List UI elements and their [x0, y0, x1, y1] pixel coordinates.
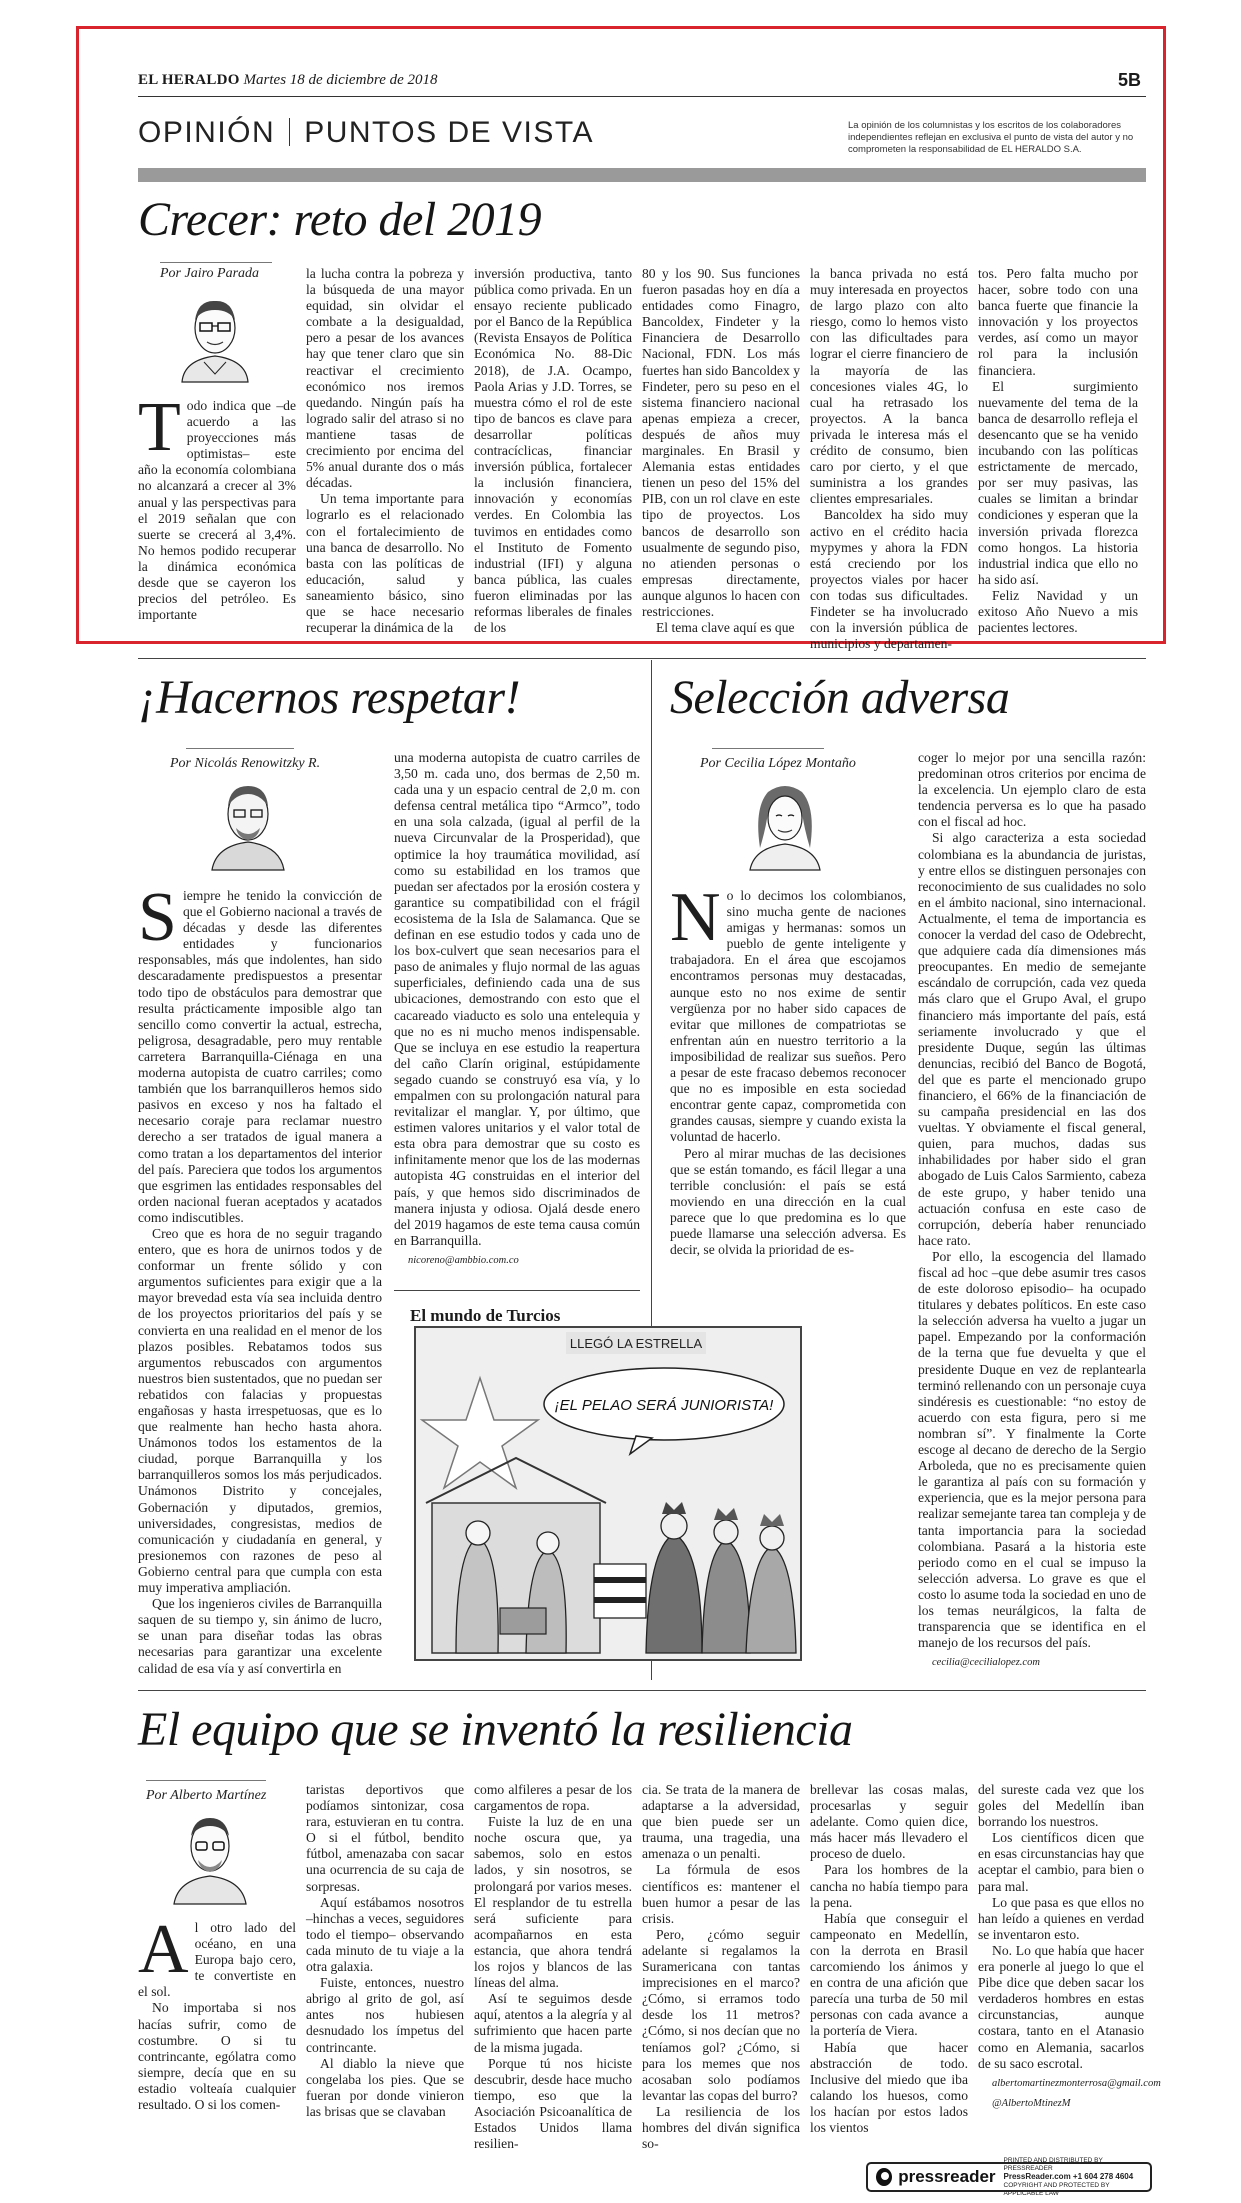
byline-rule: [186, 748, 294, 749]
article-4-col-6: [978, 1782, 1161, 2152]
byline-rule: [146, 1780, 266, 1781]
article-1-col-2: [306, 266, 464, 638]
paragraph: La fórmula de esos científicos es: mantener el buen humor a pesar de las crisis.: [642, 1862, 800, 1926]
article-4-col-4: [642, 1782, 800, 2152]
author-email[interactable]: nicoreno@ambbio.com.co: [408, 1254, 519, 1266]
pressreader-line-3: COPYRIGHT AND PROTECTED BY APPLICABLE LAW: [1003, 2181, 1110, 2197]
article-4-col-5: [810, 1782, 968, 2152]
paragraph: Para los hombres de la cancha no había tiempo para la pena.: [810, 1862, 968, 1910]
section-divider: [138, 658, 1146, 659]
paragraph: Pero, ¿cómo seguir adelante si regalamos la Suramericana con tantas imprecisiones en el marco? ¿Cómo, si erramos todo desde los 11 metros? ¿Cómo, si nos decían que no teníamos gol? ¿Cómo, si para los memes que nos acosaban solo podíamos levantar las copas del burro?: [642, 1926, 800, 2103]
article-1-headline: Crecer: reto del 2019: [138, 193, 542, 246]
paragraph: Si algo caracteriza a esta sociedad colombiana es la abundancia de juristas, y entre ellos se distinguen personajes con reconocimiento de sus cualidades no solo en el ámbito nacional, sino internacional. Actualmente, el tema de importancia es conocer la verdad del caso de Odebrecht, que adquiere cada día dimensiones más preocupantes. En medio de semejante escándalo de corrupción, cada vez queda más claro que el Grupo Aval, el grupo financiero más importante del país, está seriamente involucrado y que el presidente Duque, según las últimas denuncias, recibió del Banco de Bogotá, del que es parte el mencionado grupo financiero, el 66% de la financiación de su campaña presidencial en las dos vueltas. Y obviamente el fiscal general, quien, para muchos, dadas sus inhabilidades por haber sido el gran abogado de Luis Calos Sarmiento, cabeza de este grupo, y haber tenido una actuación confusa en este caso de corrupción, debería haber renunciado hace rato.: [918, 830, 1146, 1248]
author-email[interactable]: cecilia@cecilialopez.com: [932, 1657, 1040, 1669]
paragraph: Así te seguimos desde aquí, atentos a la alegría y al sufrimiento que hacen parte de la misma jugada.: [474, 1991, 632, 2055]
paragraph: Lo que pasa es que ellos no han leído a quienes en verdad se inventaron esto.: [978, 1894, 1144, 1942]
article-4-col-1: [138, 1911, 296, 2150]
paragraph: Por ello, la escogencia del llamado fiscal ad hoc –que debe asumir tres casos de este doloroso episodio– ha ocupado titulares y debates políticos. En este caso la selección adversa ha vuelto a jugar un papel. Empezando por la conformación de la terna que fue devuelta y que el presidente Duque en vez de replantearla terminó rellenando con un personaje cuya sindéresis es cuestionable: “no estoy de acuerdo con esta figura, pero si me nombran sí”. Y finalmente la Corte escoge al decano de derecho de la Sergio Arboleda, que no es precisamente quien le garantiza al país con su formación y experiencia, que es la mejor persona para realizar semejante tarea tan compleja y de tanta importancia para la sociedad colombiana. Pasará a la historia este periodo como en el cual se impuso la selección adversa. Lo grave es que el costo lo asume toda la sociedad en uno de los temas neurálgicos, la falta de transparencia que se identifica en el manejo de los recursos del país.: [918, 1248, 1147, 1651]
paragraph: Aquí estábamos nosotros –hinchas a veces, seguidores todo el tiempo– observando cada minuto de tu viaje a la otra galaxia.: [306, 1894, 464, 1975]
paragraph: como alfileres a pesar de los cargamentos de ropa.: [474, 1782, 632, 1814]
article-2-byline: Por Nicolás Renowitzky R.: [170, 756, 321, 771]
paragraph: El tema clave aquí es que: [656, 620, 795, 636]
paper-name: EL HERALDO: [138, 72, 240, 88]
paragraph: iempre he tenido la convicción de que el Gobierno nacional a través de décadas y desde las diferentes entidades y funcionarios responsables, más que indolentes, han sido descaradamente predispuestos a presentar todo tipo de obstáculos para demostrar que resulta prácticamente imposible algo tan sencillo como convertir la actual, estrecha, peligrosa, desagradable, pero muy rentable carretera Barranquilla-Ciénaga en una moderna autopista de cuatro carriles; como también que los barranquilleros hemos sido pasivos en exceso y nos ha faltado el necesario coraje para reclamar nuestro derecho a ser tratados de igual manera a como tratan a los departamentos del interior del país. Pareciera que todos los argumentos que esgrimen las entidades responsables del orden nacional fueran aceptados y acatados como indiscutibles.: [138, 888, 382, 1225]
nativity-cartoon: [416, 1328, 800, 1659]
article-4-headline: El equipo que se inventó la resiliencia: [138, 1703, 853, 1756]
paragraph: cia. Se trata de la manera de adaptarse a la adversidad, que bien puede ser un trauma, una tragedia, una amenaza o un penalti.: [642, 1782, 800, 1862]
section-left: OPINIÓN: [138, 116, 276, 149]
article-1-col-3: [474, 266, 632, 638]
paragraph: El surgimiento nuevamente del tema de la banca de desarrollo refleja el desencanto que se ha venido incubando con las políticas estrictamente de mercado, por ser muy pasivas, las cuales se limitan a brindar condiciones y esperan que la inversión privada florezca como hongos. La historia industrial indica que ello no ha sido así.: [978, 378, 1138, 587]
paragraph: la lucha contra la pobreza y la búsqueda de una mayor equidad, sin olvidar el combate a la desigualdad, pero a pesar de los avances hay que tener claro que sin reactivar el crecimiento económico nos iremos quedando. Ningún país ha logrado salir del atraso si no mantiene tasas de crecimiento por encima del 5% anual durante dos o más décadas.: [306, 266, 464, 491]
byline-rule: [160, 262, 272, 263]
paragraph: taristas deportivos que podíamos sintonizar, cosa rara, estuvieran en tu contra. O si el fútbol, bendito fútbol, amenazaba con sacar una ocurrencia de su caja de sorpresas.: [306, 1782, 464, 1894]
article-4-byline: Por Alberto Martínez: [146, 1788, 267, 1803]
author-portrait-nicolas: [208, 778, 288, 870]
pressreader-logo-icon: [876, 2168, 892, 2186]
page-number: 5B: [1118, 70, 1142, 90]
paragraph: Feliz Navidad y un exitoso Año Nuevo a mis pacientes lectores.: [978, 587, 1138, 636]
byline-rule: [712, 748, 824, 749]
header-divider: [138, 96, 1146, 97]
article-3-col-2: [918, 750, 1146, 1672]
paragraph: l otro lado del océano, en una Europa bajo cero, te convertiste en el sol.: [138, 1920, 296, 2000]
paragraph: La resiliencia de los hombres del diván significa so-: [642, 2103, 800, 2152]
pressreader-info: [1004, 2157, 1150, 2198]
masthead: [138, 72, 438, 89]
section-separator: [289, 118, 290, 146]
cartoon-banner: LLEGÓ LA ESTRELLA: [569, 1336, 703, 1351]
pressreader-line-1: PRINTED AND DISTRIBUTED BY PRESSREADER: [1003, 2156, 1103, 2172]
paragraph: inversión productiva, tanto pública como privada. En un ensayo reciente publicado por el Banco de la República (Revista Ensayos de Política Económica No. 88-Dic 2018), de J.A. Ocampo, Paola Arias y J.D. Torres, se muestra cómo el rol de este tipo de bancos es clave para desarrollar políticas contracíclicas, financiar inversión pública, fortalecer la inclusión financiera, innovación y economías verdes. En Colombia las tuvimos en entidades como el Instituto de Fomento industrial (IFI) y alguna banca pública, las cuales fueron eliminadas por las reformas liberales de finales de los: [474, 266, 632, 636]
article-1-byline: Por Jairo Parada: [160, 266, 260, 281]
author-portrait-cecilia: [744, 778, 826, 870]
article-1-col-5: [810, 266, 968, 652]
dropcap: S: [138, 879, 177, 956]
author-portrait-alberto: [168, 1810, 252, 1904]
pressreader-badge[interactable]: [866, 2156, 1152, 2197]
section-bar: [138, 168, 1146, 182]
article-2-col-1: [138, 879, 382, 1676]
paragraph: Había que conseguir el campeonato en Medellín, con la derrota en Brasil carcomiendo los ánimos y en contra de una afición que parecía una turba de 50 mil personas con cada avance a la portería de Viera.: [810, 1910, 968, 2039]
cartoon-speech: ¡EL PELAO SERÁ JUNIORISTA!: [554, 1397, 774, 1414]
pressreader-line-2: PressReader.com +1 604 278 4604: [1003, 2171, 1134, 2181]
section-title: [138, 116, 594, 150]
paragraph: No importaba si nos hacías sufrir, como de costumbre. O si tu contrincante, ególatra como siempre, decía que en su estadio volteaía cualquier resultado. O si los comen-: [138, 2000, 296, 2113]
dropcap: A: [138, 1911, 189, 1988]
cartoon-divider: [394, 1290, 640, 1291]
paragraph: odo indica que –de acuerdo a las proyecciones más optimistas– este año la economía colombiana no alcanzará a crecer al 3% anual y las perspectivas para el 2019 señalan que con suerte se crecerá al 3,4%. No hemos podido recuperar la dinámica económica desde que se cayeron los precios del petróleo. Es importante: [138, 398, 296, 623]
author-portrait-jairo: [174, 290, 256, 382]
article-1-col-1: [138, 389, 296, 638]
disclaimer: La opinión de los columnistas y los escritos de los colaboradores independientes reflejan en exclusiva el punto de vista del autor y no comprometen la responsabilidad de EL HERALDO S.A.: [848, 120, 1134, 155]
paragraph: coger lo mejor por una sencilla razón: predominan otros criterios por encima de la excelencia. Un ejemplo claro de esta tendencia perversa es lo que ha pasado con el fiscal ad hoc.: [918, 750, 1146, 830]
dropcap: N: [670, 879, 721, 956]
article-1-col-6: [978, 266, 1138, 638]
paragraph: Al diablo la nieve que congelaba los pies. Que se fueran por donde vinieron las brisas que se clavaban: [306, 2055, 464, 2119]
paragraph: la banca privada no está muy interesada en proyectos de largo plazo con alto riesgo, como lo hemos visto con las dificultades para lograr el cierre financiero de la mayoría de las concesiones viales 4G, lo cual ha retrasado los proyectos. A la banca privada le interesa más el crédito de consumo, bien caro por cierto, y el que suministra a los grandes clientes empresariales.: [810, 266, 968, 507]
article-3-col-1: [670, 879, 906, 1280]
paragraph: Un tema importante para lograrlo es el relacionado con el fortalecimiento de una banca de desarrollo. No basta con las políticas de educación, salud y saneamiento básico, sino que se hace necesario recuperar la dinámica de la: [306, 491, 464, 636]
paragraph: Había que hacer abstracción de todo. Inclusive del miedo que iba calando los huesos, como los hacían por estos lados los vientos: [810, 2039, 968, 2135]
author-email[interactable]: albertomartinezmonterrosa@gmail.com: [992, 2077, 1161, 2089]
article-2-col-2: [394, 750, 640, 1280]
article-1-col-4: [642, 266, 800, 638]
paragraph: Creo que es hora de no seguir tragando entero, que es hora de unirnos todos y de conformar un frente sólido y con argumentos suficientes para exigir que a la mayor brevedad esta vía sea incluida dentro de los proyectos prioritarios del país y se convierta en una realidad en el menor de los plazos posibles. Rebatamos todos sus argumentos rebuscados con argumentos nuestros bien sustentados, que no puedan ser rebatidos con falacias y propuestas engañosas y hasta irrespetuosas, que es lo que realmente han hecho hasta ahora. Unámonos todos los estamentos de la ciudad, porque Barranquilla y los barranquilleros somos los más perjudicados. Unámonos Distrito y concejales, Gobernación y diputados, gremios, universidades, congresistas, medios de comunicación y ciudadanía en general, y presionemos con razones de peso al Gobierno central para que cumpla con esta muy imperativa ampliación.: [138, 1225, 382, 1596]
dropcap: T: [138, 389, 181, 466]
paragraph: Bancoldex ha sido muy activo en el crédito hacia mypymes y ahora la FDN está creciendo por los proyectos viales por hacer con todas sus dificultades. Findeter se ha involucrado con la inversión pública de municipios y departamen-: [810, 507, 968, 652]
paragraph: Los científicos dicen que en esas circunstancias hay que aceptar el cambio, para bien o para mal.: [978, 1830, 1144, 1894]
cartoon-image: [414, 1326, 802, 1661]
paragraph: No. Lo que había que hacer era ponerle al juego lo que el Pibe dice que deben sacar los verdaderos hombres en estas circunstancias, aunque costara, tanto en el Atanasio como en Alemania, sacarlos de su saco escrotal.: [978, 1942, 1144, 2071]
paragraph: Que los ingenieros civiles de Barranquilla saquen de su tiempo y, sin ánimo de lucro, se unan para diseñar todas las obras necesarias para garantizar una excelente calidad de esa vía y así convertirla en: [138, 1596, 382, 1676]
article-4-col-3: [474, 1782, 632, 2152]
paragraph: Porque tú nos hiciste descubrir, desde hace mucho tiempo, eso que la Asociación Psicoanalítica de Estados Unidos llama resilien-: [474, 2055, 632, 2152]
article-3-headline: Selección adversa: [670, 671, 1010, 724]
author-twitter[interactable]: @AlbertoMtinezM: [992, 2097, 1071, 2109]
pressreader-name: pressreader: [898, 2167, 996, 2186]
cartoon-title: El mundo de Turcios: [410, 1306, 561, 1325]
article-3-byline: Por Cecilia López Montaño: [700, 756, 856, 771]
paragraph: Fuiste, entonces, nuestro abrigo al grito de gol, así antes nos hubiesen desnudado los ímpetus del contrincante.: [306, 1975, 464, 2055]
paragraph: Pero al mirar muchas de las decisiones que se están tomando, es fácil llegar a una terrible conclusión: el país se está moviendo en una dirección en la cual parece que lo que predomina es lo que puede llamarse una selección adversa. Es decir, se olvida la prioridad de es-: [670, 1145, 906, 1258]
article-2-headline: ¡Hacernos respetar!: [138, 671, 520, 724]
article-4-col-2: [306, 1782, 464, 2152]
section-divider: [138, 1690, 1146, 1691]
paragraph: brellevar las cosas malas, procesarlas y seguir adelante. Como quien dice, más hacer más llevadero el proceso de duelo.: [810, 1782, 968, 1862]
section-right: PUNTOS DE VISTA: [304, 116, 594, 149]
paper-date: Martes 18 de diciembre de 2018: [243, 72, 438, 88]
paragraph: una moderna autopista de cuatro carriles de 3,50 m. cada uno, dos bermas de 2,50 m. cada una y un espacio central de 2,0 m. con defensa central metálica tipo “Armco”, todo en una sola calzada, (igual al perfil de la nueva Circunvalar de la Prosperidad), que optimice la hoy traumática movilidad, así como su estabilidad en los tramos que puedan ser afectados por la erosión costera y garantice su compatibilidad con el frágil ecosistema de la Isla de Salamanca. Que se definan en ese estudio todos y cada uno de los box-culvert que sean necesarios para el paso de animales y flujo normal de las aguas superficiales, definiendo cada una de sus ubicaciones, demostrando con esto que el cacareado viaducto es solo una entelequia y que no es ni mucho menos indispensable. Que se incluya en ese estudio la reapertura del caño Clarín original, estúpidamente segado cuando se construyó esa vía, y lo empalmen con su prolongación natural para revitalizar el manglar. Y, por último, que estimen valores unitarios y el valor total de esta obra para demostrar que su costo es infinitamente menor que los de las modernas autopista 4G construidas en el interior del país, y que hemos sido discriminados de manera injusta y odiosa. Ojalá desde enero del 2019 hagamos de este tema causa común en Barranquilla.: [394, 750, 640, 1248]
paragraph: Fuiste la luz de en una noche oscura que, ya sabemos, solo en estos lados, y sin nosotros, se prolongará por varios meses. El resplandor de tu estrella será suficiente para acompañarnos en esta estancia, que ahora tendrá los rojos y blancos de las líneas del alma.: [474, 1814, 632, 1991]
paragraph: o lo decimos los colombianos, sino mucha gente de naciones amigas y hermanas: somos un pueblo de gente inteligente y trabajadora. En el área que escojamos encontramos personas muy destacadas, aunque esto no nos exime de sentir vergüenza por no haber sido capaces de evitar que millones de compatriotas se enfrentan aún en nuestro territorio a la imposibilidad de realizar sus sueños. Pero a pesar de este fracaso debemos reconocer que no es imposible en esta sociedad encontrar gente capaz, comprometida con grandes causas, siempre y cuando exista la voluntad de hacerlo.: [670, 888, 906, 1145]
paragraph: del sureste cada vez que los goles del Medellín iban borrando los nuestros.: [978, 1782, 1144, 1830]
paragraph: tos. Pero falta mucho por hacer, sobre todo con una banca fuerte que financie la innovación y los proyectos verdes, así como un mayor rol para la inclusión financiera.: [978, 266, 1138, 378]
paragraph: 80 y los 90. Sus funciones fueron pasadas hoy en día a entidades como Finagro, Bancoldex, Findeter y la Financiera de Desarrollo Nacional, FDN. Los más fuertes han sido Bancoldex y Findeter, pero su peso en el sistema financiero nacional apenas empieza a crecer, después de años muy marginales. En Brasil y Alemania estas entidades tienen un peso del 15% del PIB, con un rol clave en este tipo de proyectos. Los bancos de desarrollo son usualmente de segundo piso, no atienden personas o empresas directamente, aunque algunos lo hacen con restricciones.: [642, 266, 800, 619]
